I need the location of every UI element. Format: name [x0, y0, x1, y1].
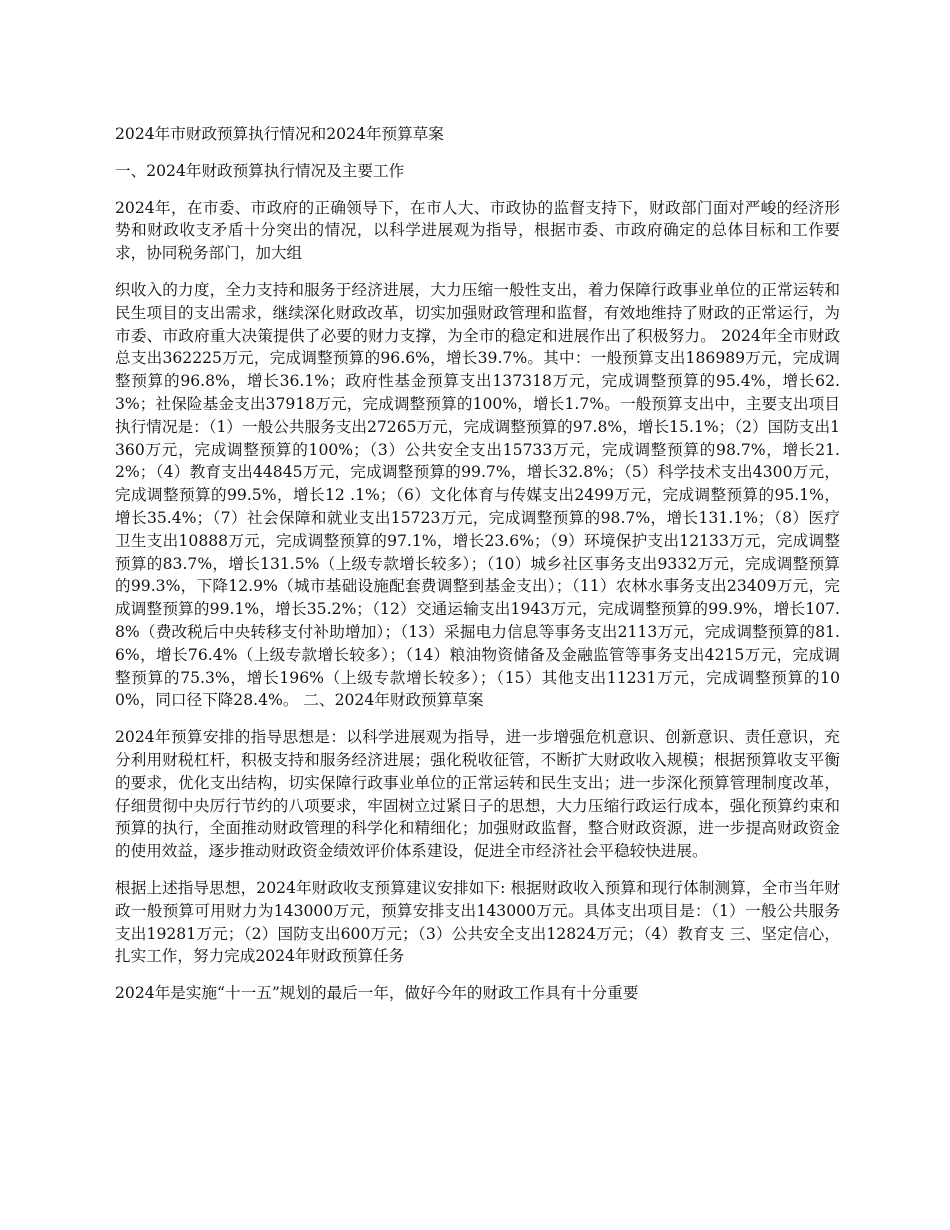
paragraph-budget-arrangement: 根据上述指导思想，2024年财政收支预算建议安排如下: 根据财政收入预算和现行体制测算，全市当年财政一般预算可用财力为143000万元，预算安排支出143000万元。具体支出项目是：（1）一般公共服务支出19281万元；（2）国防支出600万元；（3）公共安全支出12824万元；（4）教育支 三、坚定信心，扎实工作，努力完成2024年财政预算任务	[115, 878, 840, 966]
paragraph-expenditure: 织收入的力度，全力支持和服务于经济进展，大力压缩一般性支出，着力保障行政事业单位的正常运转和民生项目的支出需求，继续深化财政改革，切实加强财政管理和监督，有效地维持了财政的正常运行，为市委、市政府重大决策提供了必要的财力支撑，为全市的稳定和进展作出了积极努力。 2024年全市财政总支出362225万元，完成调整预算的96.6%，增长39.7%。其中：一般预算支出186989万元，完成调整预算的96.8%，增长36.1%；政府性基金预算支出137318万元，完成调整预算的95.4%，增长62.3%；社保险基金支出37918万元，完成调整预算的100%，增长1.7%。一般预算支出中，主要支出项目执行情况是：（1）一般公共服务支出27265万元，完成调整预算的97.8%，增长15.1%；（2）国防支出1360万元，完成调整预算的100%；（3）公共安全支出15733万元，完成调整预算的98.7%，增长21.2%；（4）教育支出44845万元，完成调整预算的99.7%，增长32.8%；（5）科学技术支出4300万元，完成调整预算的99.5%，增长12 .1%；（6）文化体育与传媒支出2499万元，完成调整预算的95.1%，增长35.4%；（7）社会保障和就业支出15723万元，完成调整预算的98.7%，增长131.1%；（8）医疗卫生支出10888万元，完成调整预算的97.1%，增长23.6%；（9）环境保护支出12133万元，完成调整预算的83.7%，增长131.5%（上级专款增长较多）；（10）城乡社区事务支出9332万元，完成调整预算的99.3%，下降12.9%（城市基础设施配套费调整到基金支出）；（11）农林水事务支出23409万元，完成调整预算的99.1%，增长35.2%；（12）交通运输支出1943万元，完成调整预算的99.9%，增长107.8%（费改税后中央转移支付补助增加）；（13）采掘电力信息等事务支出2113万元，完成调整预算的81.6%，增长76.4%（上级专款增长较多）；（14）粮油物资储备及金融监管等事务支出4215万元，完成调整预算的75.3%，增长196%（上级专款增长较多）；（15）其他支出11231万元，完成调整预算的100%，同口径下降28.4%。 二、2024年财政预算草案	[115, 280, 840, 710]
section-heading-1: 一、2024年财政预算执行情况及主要工作	[115, 161, 405, 180]
paragraph-closing: 2024年是实施“十一五”规划的最后一年，做好今年的财政工作具有十分重要	[115, 984, 639, 1003]
document-page	[115, 123, 840, 1019]
document-title: 2024年市财政预算执行情况和2024年预算草案	[115, 125, 444, 143]
paragraph-guiding-principles: 2024年预算安排的指导思想是：以科学进展观为指导，进一步增强危机意识、创新意识、责任意识，充分利用财税杠杆，积极支持和服务经济进展；强化税收征管，不断扩大财政收入规模；根据预算收支平衡的要求，优化支出结构，切实保障行政事业单位的正常运转和民生支出；进一步深化预算管理制度改革，仔细贯彻中央厉行节约的八项要求，牢固树立过紧日子的思想，大力压缩行政运行成本，强化预算约束和预算的执行，全面推动财政管理的科学化和精细化；加强财政监督，整合财政资源，进一步提高财政资金的使用效益，逐步推动财政资金绩效评价体系建设，促进全市经济社会平稳较快进展。	[115, 728, 840, 861]
paragraph-intro: 2024年，在市委、市政府的正确领导下，在市人大、市政协的监督支持下，财政部门面对严峻的经济形势和财政收支矛盾十分突出的情况，以科学进展观为指导，根据市委、市政府确定的总体目标和工作要求，协同税务部门，加大组	[115, 198, 840, 263]
